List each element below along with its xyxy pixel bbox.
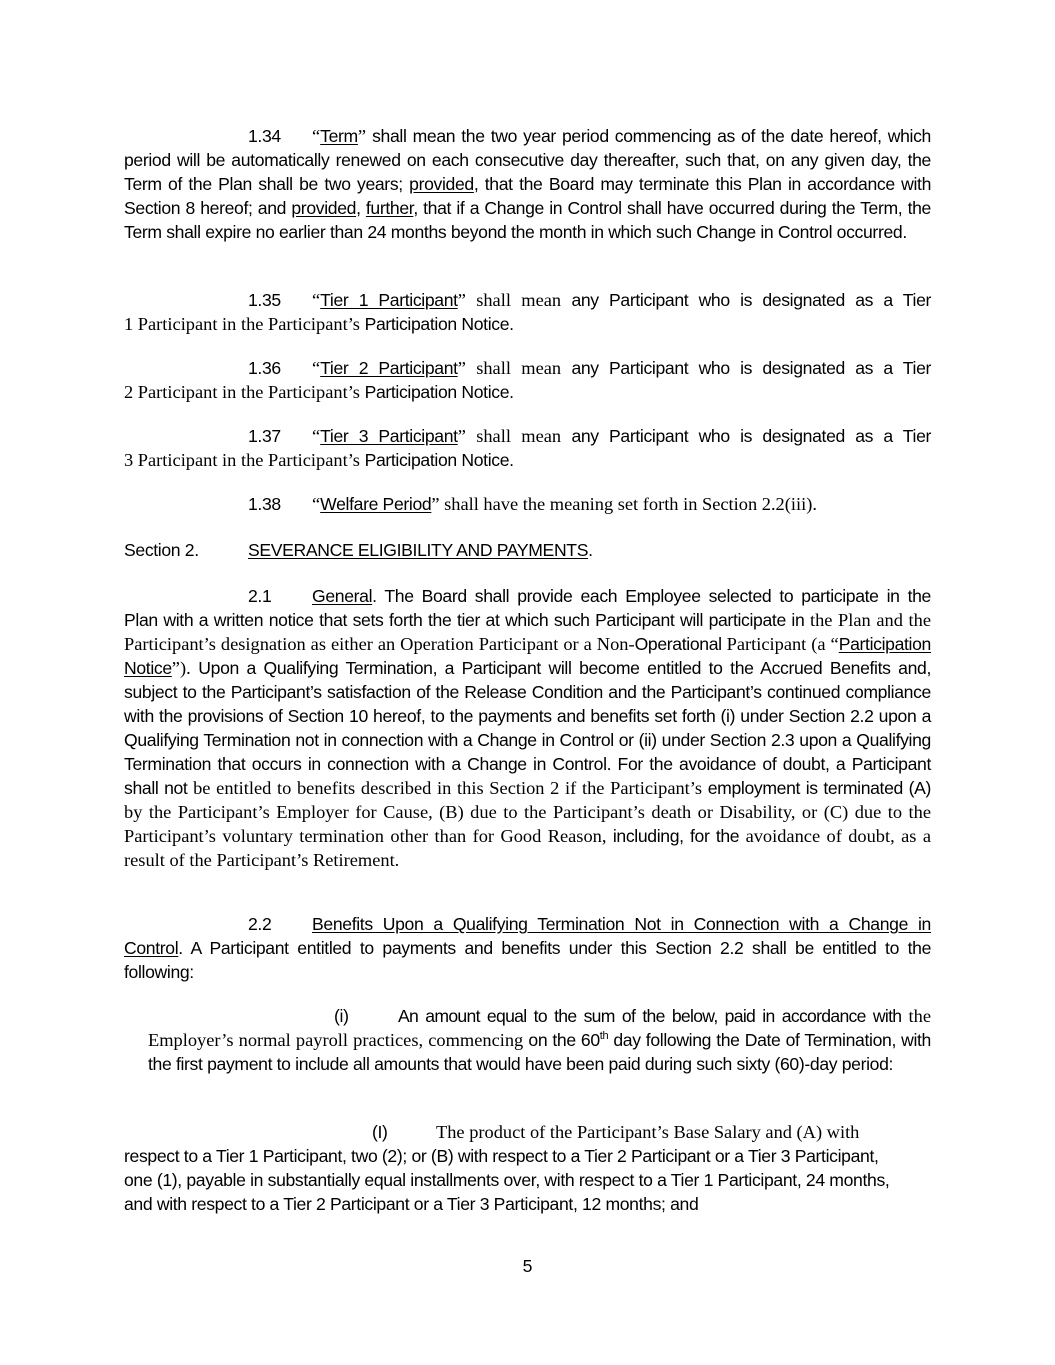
definition-1-34: 1.34 “Term” shall mean the two year period commencing as of the date hereof, which period will be automatically renewed on each consecutive day thereafter, such that, on any given day, the Term of the Plan shall be two years; provided, that the Board may terminate this Plan in accordance with Section 8 hereof; and provided, further, that if a Change in Control shall have occurred during the Term, the Term shall expire no earlier than 24 months beyond the month in which such Change in Control occurred. <box>124 126 932 242</box>
definition-1-35: 1.35 “Tier 1 Participant” shall mean any Participant who is designated as a Tier 1 Participant in the Participant’s Participation Notice. <box>124 290 932 334</box>
clause-heading: Benefits Upon a Qualifying Termination Not in Connection with a Change in Control <box>124 914 931 958</box>
clause-number: 1.35 <box>248 290 281 310</box>
section-title: SEVERANCE ELIGIBILITY AND PAYMENTS <box>248 540 589 560</box>
defined-term: Tier 2 Participant <box>320 358 458 378</box>
defined-term: Participation Notice <box>124 634 931 678</box>
item-i: (i) An amount equal to the sum of the below, paid in accordance with the Employer’s normal payroll practices, commencing on the 60th day following the Date of Termination, with the first payment to include all amounts that would have been paid during such sixty (60)-day period: <box>148 1006 931 1074</box>
defined-term: Term <box>320 126 358 146</box>
clause-number: 1.38 <box>248 494 281 514</box>
section-heading: Section 2. SEVERANCE ELIGIBILITY AND PAYMENTS. <box>124 540 593 560</box>
clause-number: 2.1 <box>248 586 272 606</box>
item-I: (I) The product of the Participant’s Base Salary and (A) with respect to a Tier 1 Participant, two (2); or (B) with respect to a Tier 2 Participant or a Tier 3 Participant, one (1), payable in substantially equal installments over, with respect to a Tier 1 Participant, 24 months, and with respect to a Tier 2 Participant or a Tier 3 Participant, 12 months; and <box>124 1122 890 1214</box>
definition-1-36: 1.36 “Tier 2 Participant” shall mean any Participant who is designated as a Tier 2 Participant in the Participant’s Participation Notice. <box>124 358 932 402</box>
defined-term: Tier 3 Participant <box>320 426 458 446</box>
defined-term: Welfare Period <box>320 494 432 514</box>
definition-1-37: 1.37 “Tier 3 Participant” shall mean any Participant who is designated as a Tier 3 Participant in the Participant’s Participation Notice. <box>124 426 932 470</box>
clause-heading: General <box>312 586 373 606</box>
clause-number: 2.2 <box>248 914 272 934</box>
page-number: 5 <box>522 1256 533 1276</box>
clause-number: 1.36 <box>248 358 281 378</box>
clause-number: 1.34 <box>248 126 281 146</box>
clause-number: 1.37 <box>248 426 281 446</box>
section-2-2: 2.2 Benefits Upon a Qualifying Termination Not in Connection with a Change in Control. A Participant entitled to payments and benefits under this Section 2.2 shall be entitled to the following: <box>124 914 931 982</box>
section-label: Section 2. <box>124 540 199 560</box>
section-2-1: 2.1 General. The Board shall provide each Employee selected to participate in the Plan with a written notice that sets forth the tier at which such Participant will participate in the Plan and the Participant’s designation as either an Operation Participant or a Non-Operational Participant (a “Participation Notice”). Upon a Qualifying Termination, a Participant will become entitled to the Accrued Benefits and, subject to the Participant’s satisfaction of the Release Condition and the Participant’s continued compliance with the provisions of Section 10 hereof, to the payments and benefits set forth (i) under Section 2.2 upon a Qualifying Termination not in connection with a Change in Control or (ii) under Section 2.3 upon a Qualifying Termination that occurs in connection with a Change in Control. For the avoidance of doubt, a Participant shall not be entitled to benefits described in this Section 2 if the Participant’s employment is terminated (A) by the Participant’s Employer for Cause, (B) due to the Participant’s death or Disability, or (C) due to the Participant’s voluntary termination other than for Good Reason, including, for the avoidance of doubt, as a result of the Participant’s Retirement. <box>124 586 932 870</box>
item-marker: (i) <box>334 1006 349 1026</box>
defined-term: Tier 1 Participant <box>320 290 458 310</box>
definition-1-38: 1.38 “Welfare Period” shall have the meaning set forth in Section 2.2(iii). <box>248 494 817 514</box>
item-marker: (I) <box>372 1122 388 1142</box>
